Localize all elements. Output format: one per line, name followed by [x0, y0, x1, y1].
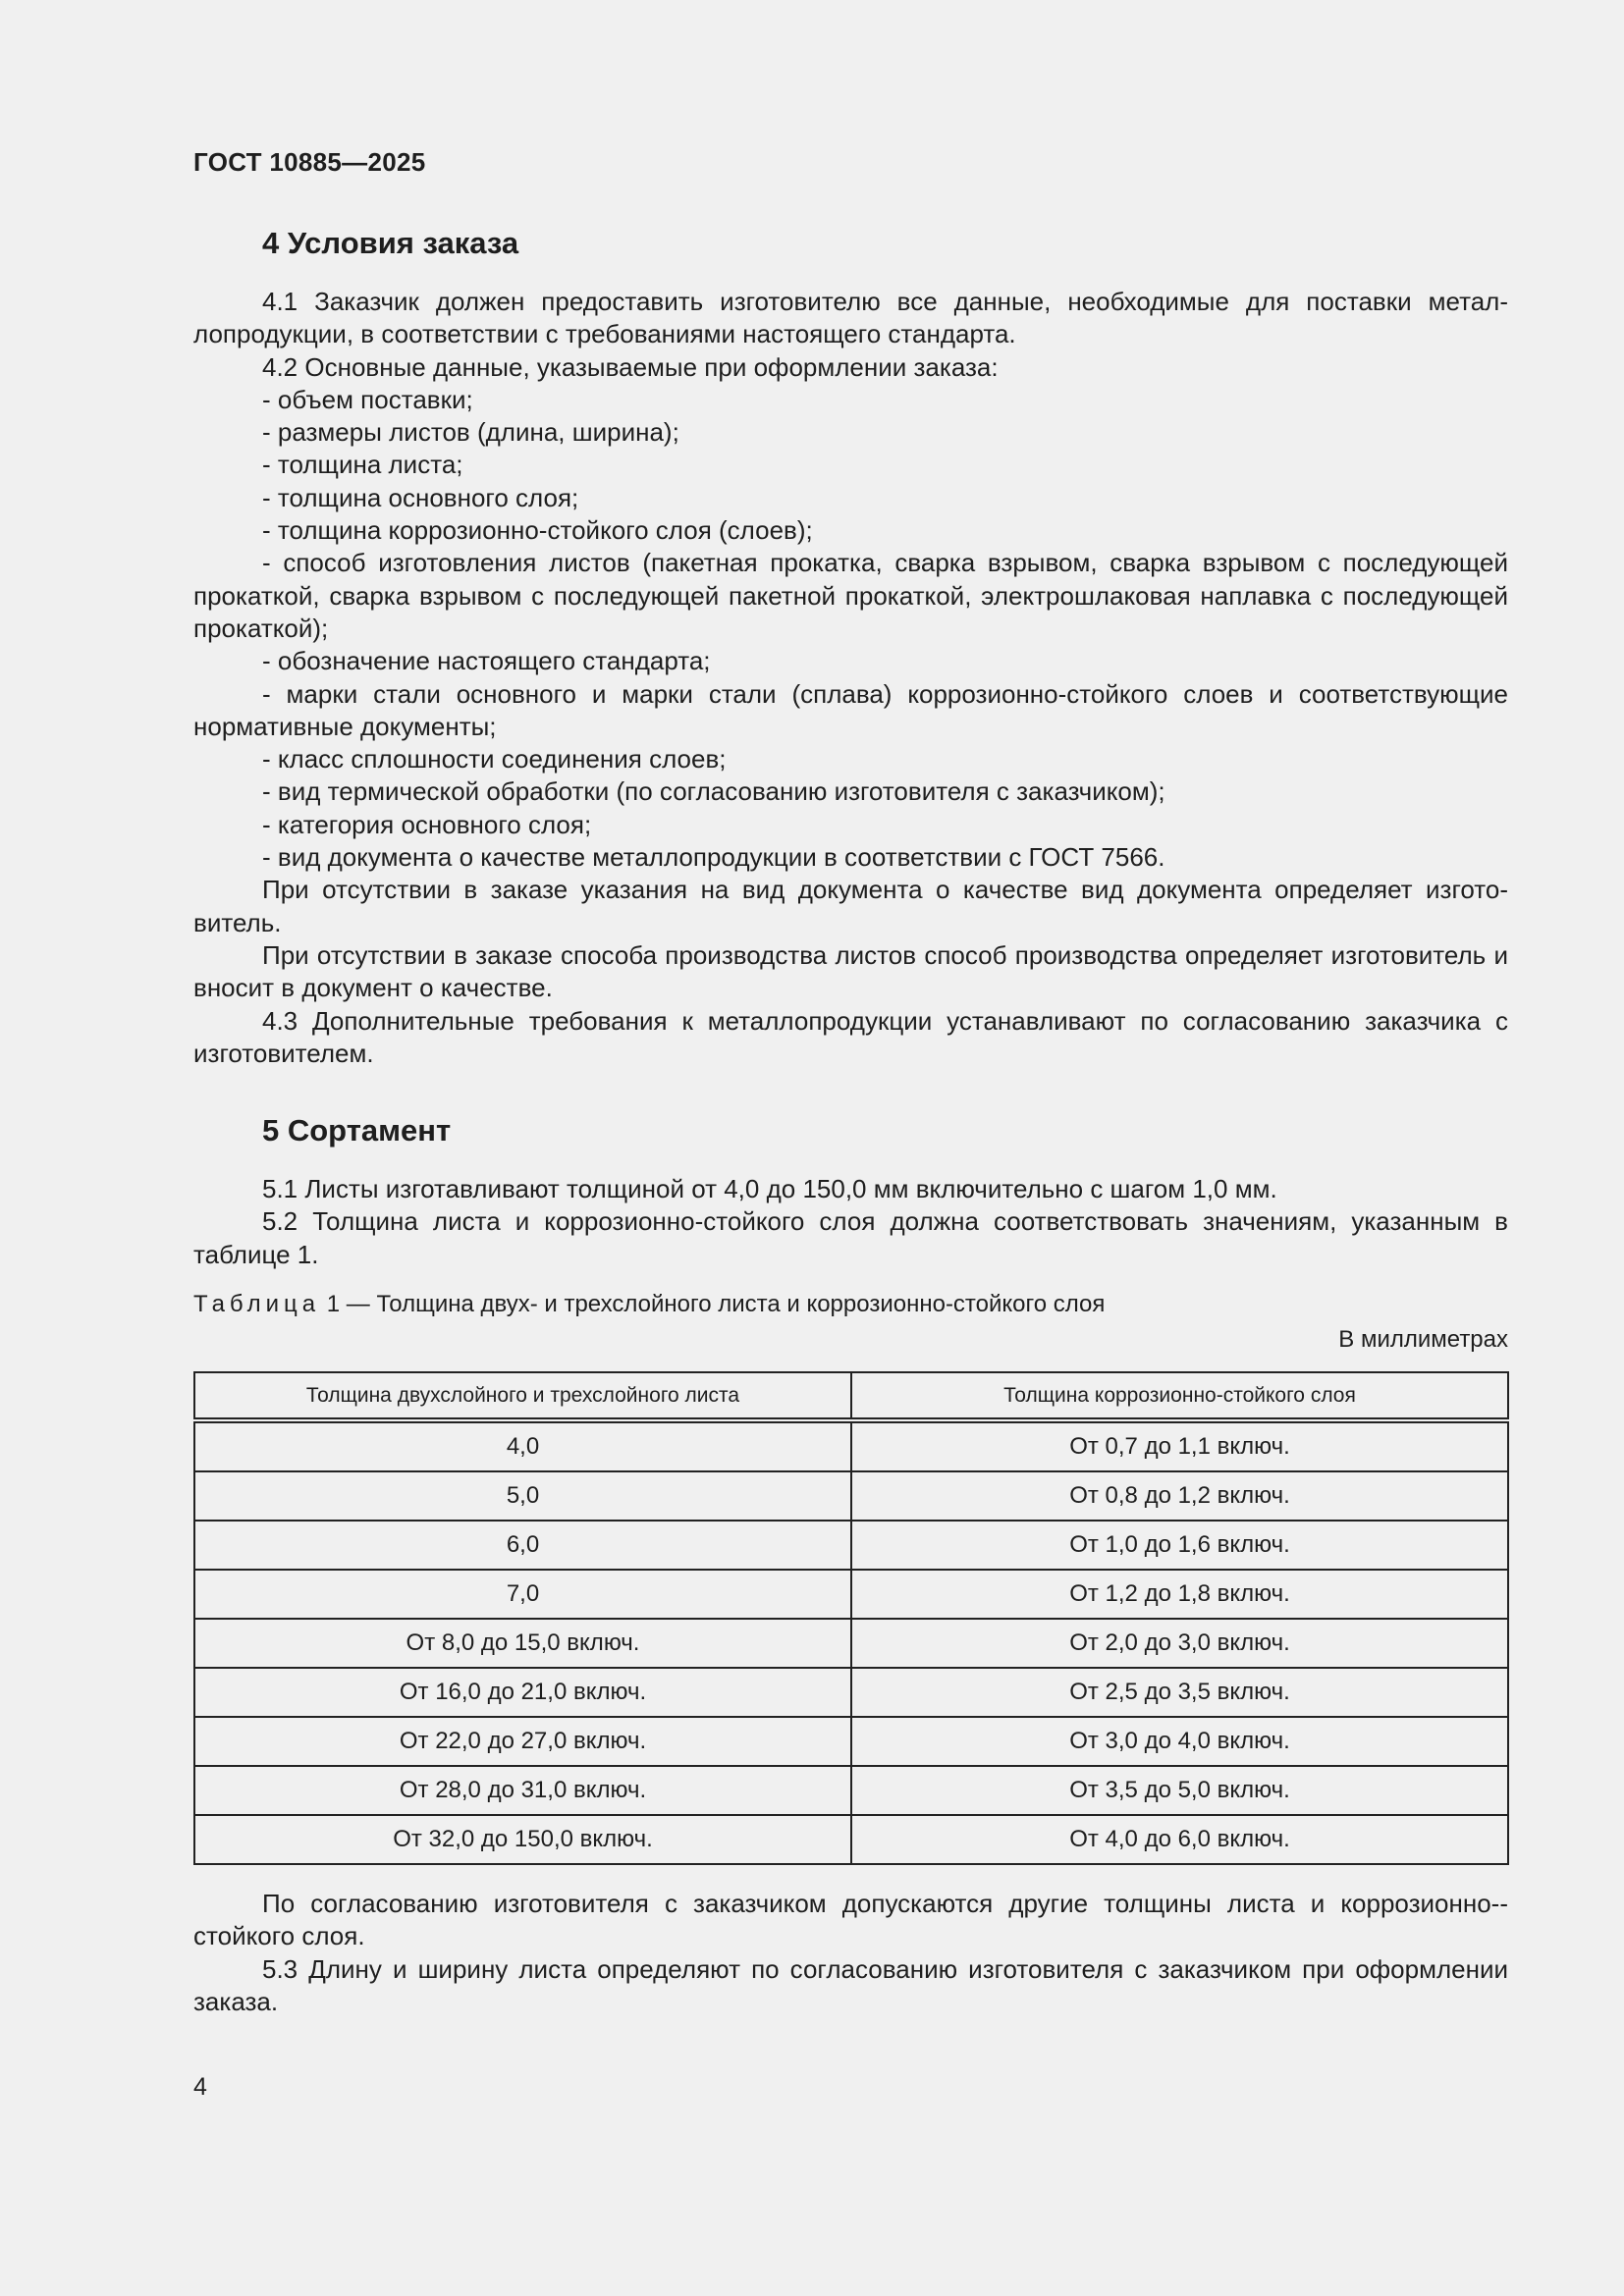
table-cell: От 2,0 до 3,0 включ.: [851, 1619, 1508, 1668]
table-cell: От 8,0 до 15,0 включ.: [194, 1619, 851, 1668]
table-row: [194, 1619, 1508, 1668]
table-cell: От 22,0 до 27,0 включ.: [194, 1717, 851, 1766]
list-item: - толщина коррозионно-стойкого слоя (слоев);: [262, 515, 813, 546]
list-item: - толщина листа;: [262, 450, 463, 480]
list-item: - объем поставки;: [262, 384, 473, 414]
table-cell: От 0,7 до 1,1 включ.: [851, 1420, 1508, 1471]
table-row: [194, 1420, 1508, 1471]
table-cell: От 1,0 до 1,6 включ.: [851, 1521, 1508, 1570]
section-4-body: [193, 286, 1508, 1070]
table-row: [194, 1570, 1508, 1619]
list-item: - категория основного слоя;: [262, 809, 592, 839]
table-cell: 7,0: [194, 1570, 851, 1619]
table-cell: 6,0: [194, 1521, 851, 1570]
page-number: 4: [193, 2073, 207, 2101]
table-cell: От 28,0 до 31,0 включ.: [194, 1766, 851, 1815]
paragraph-other-thickness: По согласованию изготовителя с заказчиком допускаются другие толщины листа и коррозионно-стойкого слоя.: [193, 1889, 1508, 1951]
list-item: - вид термической обработки (по согласованию изготовителя с заказчиком);: [262, 776, 1165, 807]
table-cell: 4,0: [194, 1420, 851, 1471]
paragraph-4-1: 4.1 Заказчик должен предоставить изготовителю все данные, необходимые для поставки металлопродукции, в соответствии с требованиями настоящего стандарта.: [193, 287, 1508, 349]
list-item: - размеры листов (длина, ширина);: [262, 417, 679, 448]
list-item: - обозначение настоящего стандарта;: [262, 646, 711, 676]
paragraph-production-method: При отсутствии в заказе способа производства листов способ производства определяет изготовитель и вносит в документ о качестве.: [193, 939, 1508, 1003]
document-header: ГОСТ 10885—2025: [193, 147, 426, 177]
table-cell: От 3,0 до 4,0 включ.: [851, 1717, 1508, 1766]
table-cell: От 32,0 до 150,0 включ.: [194, 1815, 851, 1864]
paragraph-4-3: 4.3 Дополнительные требования к металлопродукции устанавливают по согласованию заказчика с изготовителем.: [193, 1005, 1508, 1068]
table-row: [194, 1717, 1508, 1766]
table-cell: От 4,0 до 6,0 включ.: [851, 1815, 1508, 1864]
paragraph-5-2: 5.2 Толщина листа и коррозионно-стойкого слоя должна соответствовать значениям, указанным в таблице 1.: [193, 1206, 1508, 1269]
table-header-row: [194, 1372, 1508, 1420]
list-item: - толщина основного слоя;: [262, 482, 579, 512]
table-caption-label: Таблица: [193, 1291, 321, 1317]
table-cell: От 16,0 до 21,0 включ.: [194, 1668, 851, 1717]
list-item: - способ изготовления листов (пакетная прокатка, сварка взрывом, сварка взрывом с последующей прокаткой, сварка взрывом с последующей пакетной прокаткой, электрошлаковая наплавка с последующей прокаткой);: [193, 548, 1508, 643]
table-cell: От 0,8 до 1,2 включ.: [851, 1471, 1508, 1521]
table-cell: От 2,5 до 3,5 включ.: [851, 1668, 1508, 1717]
paragraph-5-1: 5.1 Листы изготавливают толщиной от 4,0 до 150,0 мм включительно с шагом 1,0 мм.: [262, 1174, 1277, 1203]
section-4-title: 4 Условия заказа: [262, 226, 519, 260]
column-header: Толщина двухслойного и трехслойного листа: [194, 1372, 851, 1420]
table-cell: От 3,5 до 5,0 включ.: [851, 1766, 1508, 1815]
table-row: [194, 1668, 1508, 1717]
table-row: [194, 1766, 1508, 1815]
table-cell: От 1,2 до 1,8 включ.: [851, 1570, 1508, 1619]
list-item: - марки стали основного и марки стали (сплава) коррозионно-стойкого слоев и соответствующие нормативные документы;: [193, 678, 1508, 741]
paragraph-doc-type: При отсутствии в заказе указания на вид документа о качестве вид документа определяет изготовитель.: [193, 875, 1508, 937]
table-row: [194, 1471, 1508, 1521]
table-row: [194, 1815, 1508, 1864]
table-units: В миллиметрах: [1338, 1326, 1508, 1353]
section-5-title: 5 Сортамент: [262, 1113, 452, 1148]
list-item: - класс сплошности соединения слоев;: [262, 744, 727, 774]
section-5-body: [193, 1173, 1508, 1271]
table-caption: [193, 1290, 1105, 1319]
table-cell: 5,0: [194, 1471, 851, 1521]
table-caption-text: 1 — Толщина двух- и трехслойного листа и коррозионно-стойкого слоя: [320, 1291, 1106, 1317]
column-header: Толщина коррозионно-стойкого слоя: [851, 1372, 1508, 1420]
list-item: - вид документа о качестве металлопродукции в соответствии с ГОСТ 7566.: [262, 842, 1165, 873]
section-5-body-after-table: [193, 1888, 1508, 2018]
table-row: [194, 1521, 1508, 1570]
paragraph-4-2: 4.2 Основные данные, указываемые при оформлении заказа:: [262, 351, 999, 382]
paragraph-5-3: 5.3 Длину и ширину листа определяют по согласованию изготовителя с заказчиком при оформлении заказа.: [193, 1953, 1508, 2016]
thickness-table: [193, 1371, 1509, 1865]
